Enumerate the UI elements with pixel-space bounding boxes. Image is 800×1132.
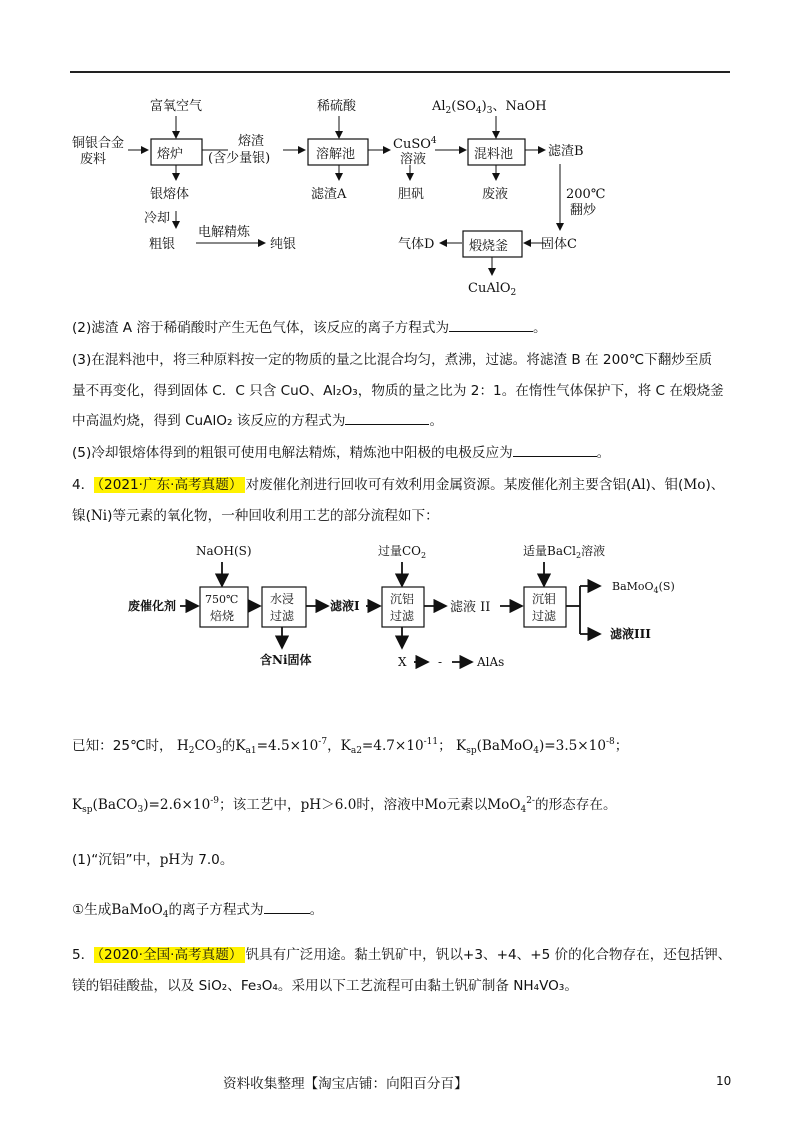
- solidC-label: 固体C: [541, 237, 577, 252]
- header-rule: [70, 71, 730, 73]
- ni-solid-label: 含Ni固体: [260, 653, 312, 667]
- dissolve-box: [308, 139, 368, 165]
- crude-label: 粗银: [149, 237, 176, 252]
- waste-label: 废液: [482, 187, 509, 202]
- leach-box: [262, 587, 306, 627]
- cool-label: 冷却: [144, 211, 171, 226]
- bacl2-label: 适量BaCl$_2$溶液: [523, 544, 606, 560]
- feed-label-2: 废料: [80, 152, 107, 167]
- slag-label: 熔渣: [238, 134, 265, 149]
- co2-label: 过量$CO_2$: [378, 544, 427, 560]
- svg-text:混料池: 混料池: [474, 147, 514, 162]
- source-tag: （2020·全国·高考真题）: [94, 947, 245, 963]
- question-3-line1: (3)在混料池中，将三种原料按一定的物质的量之比混合均匀，煮沸，过滤。将滤渣 B 在 200℃下翻炒至质: [72, 352, 713, 368]
- al-precip-box: [382, 587, 424, 627]
- temp-label: 200℃: [566, 187, 606, 202]
- stir-label: 翻炒: [570, 203, 597, 218]
- pure-label: 纯银: [270, 237, 297, 252]
- question-4-1-i: ①生成BaMoO$_4$的离子方程式为 。: [72, 902, 324, 920]
- svg-text:水浸: 水浸: [270, 592, 295, 606]
- source-tag: （2021·广东·高考真题）: [94, 477, 245, 493]
- page-number: 10: [716, 1074, 732, 1088]
- answer-blank[interactable]: [345, 412, 429, 425]
- flowchart-silver-recovery: [0, 80, 800, 390]
- gasD-label: 气体D: [398, 237, 435, 252]
- answer-blank[interactable]: [264, 901, 310, 914]
- x-label: X: [398, 655, 407, 669]
- problem-5-line1: 5． （2020·全国·高考真题） 钒具有广泛用途。黏土钒矿中，钒以+3、+4、+5 价的化合物存在，还包括钾、: [72, 947, 732, 963]
- svg-text:过滤: 过滤: [532, 609, 557, 623]
- mix-box: [468, 139, 525, 165]
- svg-text:沉钼: 沉钼: [532, 592, 557, 606]
- bamoo4-label: BaMoO$_4$(S): [612, 580, 675, 595]
- vitriol-label: 胆矾: [398, 187, 425, 202]
- flowchart-catalyst-recovery: [0, 538, 800, 678]
- problem-4-line1: 4． （2021·广东·高考真题） 对废催化剂进行回收可有效利用金属资源。某废催化剂主要含铝(Al)、钼(Mo)、: [72, 477, 725, 493]
- svg-text:过滤: 过滤: [390, 609, 415, 623]
- svg-text:过滤: 过滤: [270, 609, 295, 623]
- svg-text:沉铝: 沉铝: [390, 592, 415, 606]
- svg-text:溶解池: 溶解池: [316, 147, 356, 162]
- feed-label: 铜银合金: [72, 136, 125, 151]
- footer-source: 资料收集整理【淘宝店铺：向阳百分百】: [223, 1076, 468, 1092]
- problem-4-line2: 镍(Ni)等元素的氧化物，一种回收利用工艺的部分流程如下：: [72, 508, 439, 524]
- svg-text:焙烧: 焙烧: [210, 609, 235, 623]
- refine-label: 电解精炼: [198, 225, 251, 240]
- calcine-box: [463, 231, 522, 257]
- silver-melt-label: 银熔体: [150, 187, 190, 202]
- cuso4-label-2: 溶液: [400, 152, 427, 167]
- known-line2: $K_{sp}(BaCO_3)=2.6\times 10^{-9}$；该工艺中，pH＞6.0时，溶液中Mo元素以MoO$_4^{2-}$的形态存在。: [72, 796, 617, 815]
- question-3-line3: 中高温灼烧，得到 CuAlO₂ 该反应的方程式为 。: [72, 413, 444, 429]
- filtrate3-label: 滤液III: [610, 627, 651, 641]
- alas-label: AlAs: [477, 655, 505, 669]
- problem-5-line2: 镁的铝硅酸盐，以及 SiO₂、Fe₃O₄。采用以下工艺流程可由黏土钒矿制备 NH₄VO₃。: [72, 978, 578, 994]
- filtrate1-label: 滤液I: [330, 599, 360, 613]
- question-3-line2: 量不再变化，得到固体 C．C 只含 CuO、Al₂O₃，物质的量之比为 2：1。在惰性气体保护下，将 C 在煅烧釜: [72, 383, 724, 399]
- cuso4-label: CuSO$^4$: [393, 136, 437, 152]
- svg-text:熔炉: 熔炉: [157, 147, 184, 162]
- question-2: (2)滤渣 A 溶于稀硝酸时产生无色气体，该反应的离子方程式为 。: [72, 320, 547, 336]
- air-label: 富氧空气: [150, 99, 203, 114]
- acid-label: 稀硫酸: [317, 99, 357, 114]
- filterB-label: 滤渣B: [548, 144, 584, 159]
- naoh-label: NaOH(S): [196, 544, 252, 558]
- question-4-1: (1)“沉铝”中，pH为 7.0。: [72, 852, 234, 868]
- svg-text:750℃: 750℃: [205, 593, 239, 606]
- filterA-label: 滤渣A: [311, 187, 347, 202]
- product-label: CuAlO$_2$: [468, 281, 517, 298]
- question-5a: (5)冷却银熔体得到的粗银可使用电解法精炼，精炼池中阳极的电极反应为 。: [72, 445, 611, 461]
- answer-blank[interactable]: [449, 319, 533, 332]
- known-line1: 已知：25℃时， $H_2CO_3$的$K_{a1}=4.5\times 10^{-7}$，$K_{a2}=4.7\times 10^{-11}$； $K_{sp}(BaMoO_4)=3.5\times 10^{-8}$；: [72, 737, 629, 756]
- furnace-box: [151, 139, 202, 165]
- roast-box: [200, 587, 248, 627]
- filtrate2-label: 滤液 II: [450, 600, 491, 615]
- reagent-label: $Al_2(SO_4)_3$、NaOH: [432, 99, 547, 116]
- mo-precip-box: [524, 587, 566, 627]
- answer-blank[interactable]: [513, 444, 597, 457]
- slag-label-2: (含少量银): [208, 151, 271, 166]
- dash-label: -: [438, 655, 443, 669]
- feed-label: 废催化剂: [128, 599, 177, 613]
- svg-text:煅烧釜: 煅烧釜: [469, 239, 509, 254]
